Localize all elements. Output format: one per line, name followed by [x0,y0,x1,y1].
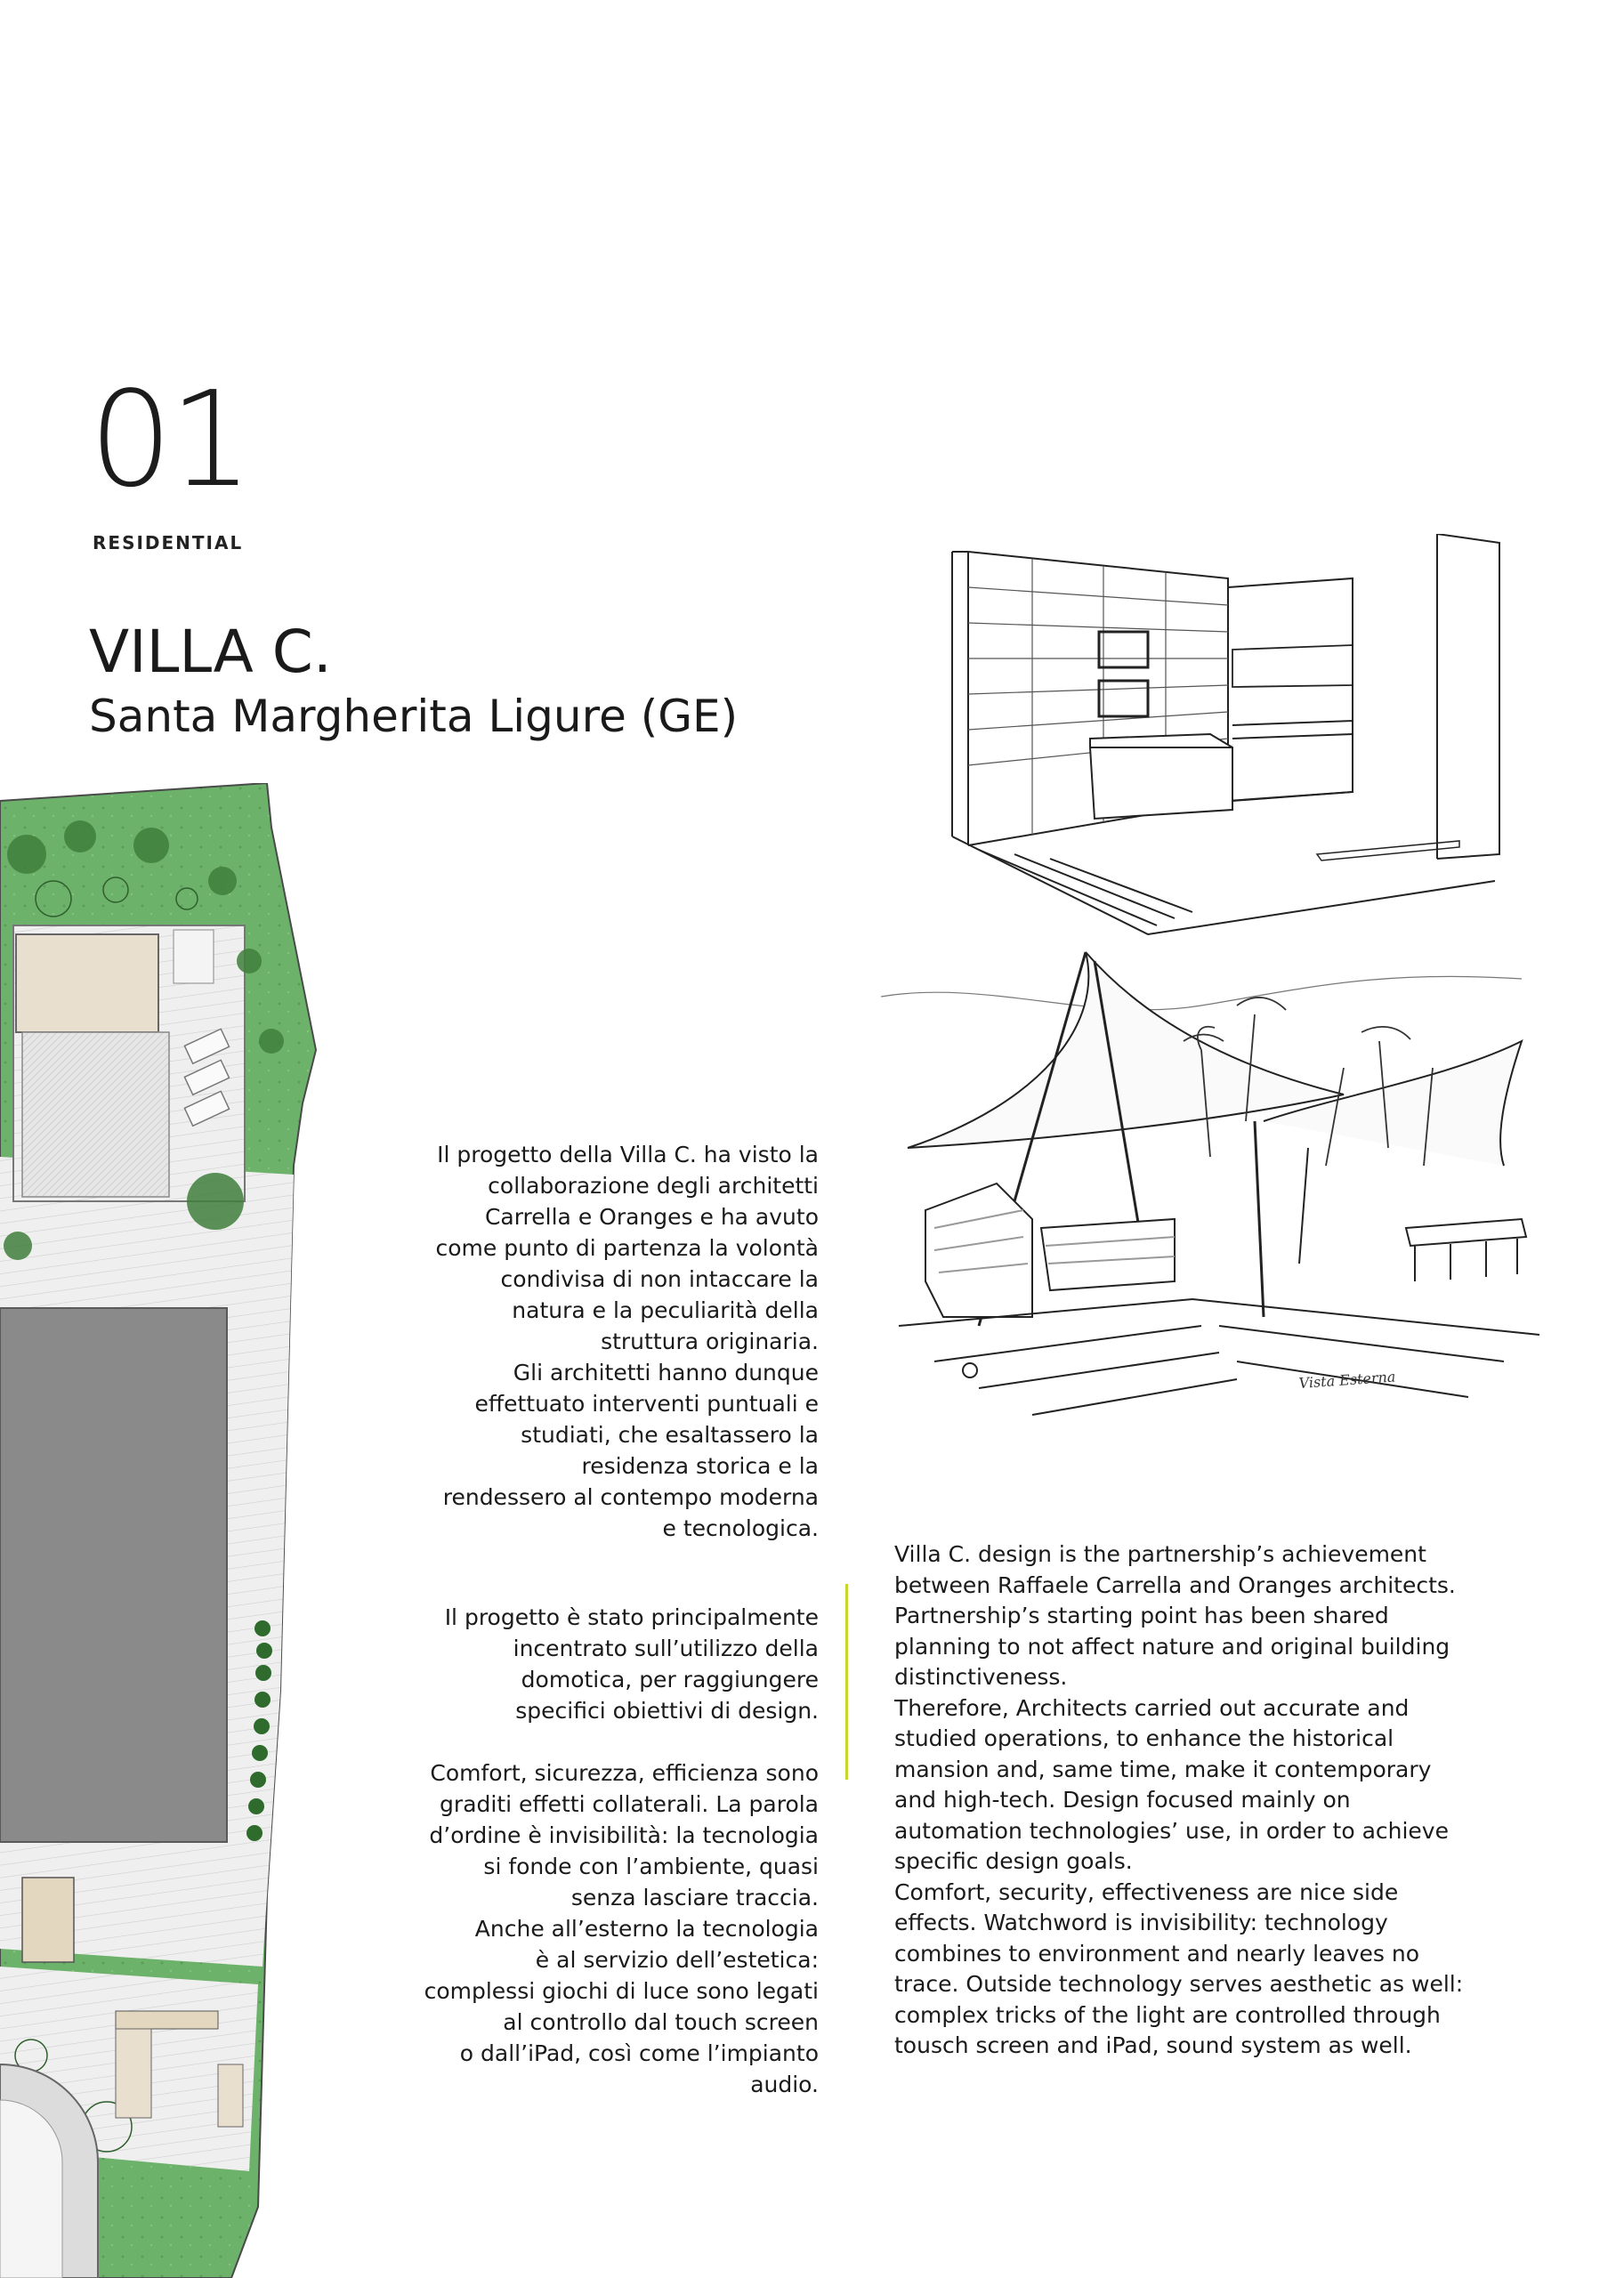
text-line: audio. [750,2072,819,2097]
text-line: complessi giochi di luce sono legati [424,1978,819,2004]
kitchen-sketch [925,534,1548,943]
text-line: Comfort, sicurezza, efficienza sono [430,1760,819,1786]
text-line: natura e la peculiarità della [512,1297,819,1323]
text-line: Therefore, Architects carried out accurate and [894,1694,1410,1721]
text-line: al controllo dal touch screen [503,2009,819,2035]
text-line: effects. Watchword is invisibility: technology [894,1910,1388,1935]
text-line: and high-tech. Design focused mainly on [894,1787,1351,1813]
italian-paragraph-2 [445,1602,819,1726]
text-line: mansion and, same time, make it contemporary [894,1756,1432,1782]
text-line: senza lasciare traccia. [570,1885,819,1910]
text-line: condivisa di non intaccare la [500,1266,819,1292]
text-line: between Raffaele Carrella and Oranges architects. [894,1571,1456,1598]
text-line: Carrella e Oranges e ha avuto [484,1204,819,1230]
text-line: distinctiveness. [894,1664,1068,1690]
text-line: graditi effetti collaterali. La parola [440,1791,819,1817]
site-plan-drawing [0,783,329,2278]
text-line: domotica, per raggiungere [521,1667,819,1692]
accent-divider [845,1584,848,1780]
section-number: 01 [89,363,250,516]
text-line: incentrato sull’utilizzo della [513,1636,819,1661]
text-line: specific design goals. [894,1848,1133,1874]
project-title: VILLA C. [89,618,332,686]
text-line: è al servizio dell’estetica: [535,1947,819,1973]
outdoor-canopy-sketch [881,943,1557,1442]
section-category: RESIDENTIAL [93,532,244,553]
text-line: si fonde con l’ambiente, quasi [483,1854,819,1879]
italian-paragraph-3 [424,1757,819,2100]
text-line: come punto di partenza la volontà [435,1235,819,1261]
english-paragraph [894,1539,1463,2062]
text-line: collaborazione degli architetti [488,1173,819,1199]
text-line: Il progetto della Villa C. ha visto la [437,1142,819,1167]
project-location: Santa Margherita Ligure (GE) [89,691,739,742]
text-line: Villa C. design is the partnership’s achievement [894,1541,1426,1567]
sketch-signature: Vista Esterna [1297,1368,1396,1392]
text-line: Il progetto è stato principalmente [444,1604,819,1630]
text-line: combines to environment and nearly leaves no [894,1940,1420,1967]
text-line: o dall’iPad, così come l’impianto [459,2040,819,2066]
text-line: complex tricks of the light are controlled through [894,2001,1441,2028]
italian-paragraph-1 [436,1139,819,1544]
text-line: e tecnologica. [662,1515,819,1541]
text-line: studied operations, to enhance the historical [894,1725,1394,1751]
text-line: studiati, che esaltassero la [521,1422,819,1448]
text-line: specifici obiettivi di design. [515,1698,819,1724]
text-line: Comfort, security, effectiveness are nice side [894,1878,1399,1905]
building-roof [0,1308,227,1842]
text-line: effettuato interventi puntuali e [474,1391,819,1417]
text-line: planning to not affect nature and original building [894,1633,1450,1660]
text-line: Partnership’s starting point has been shared [894,1603,1389,1628]
text-line: Gli architetti hanno dunque [513,1360,819,1385]
text-line: struttura originaria. [601,1329,819,1354]
text-line: residenza storica e la [581,1453,819,1479]
text-line: tousch screen and iPad, sound system as well. [894,2032,1412,2058]
text-line: rendessero al contempo moderna [442,1484,819,1510]
text-line: automation technologies’ use, in order to achieve [894,1817,1449,1844]
text-line: Anche all’esterno la tecnologia [474,1916,819,1942]
text-line: d’ordine è invisibilità: la tecnologia [429,1822,819,1848]
text-line: trace. Outside technology serves aesthetic as well: [894,1971,1464,1997]
